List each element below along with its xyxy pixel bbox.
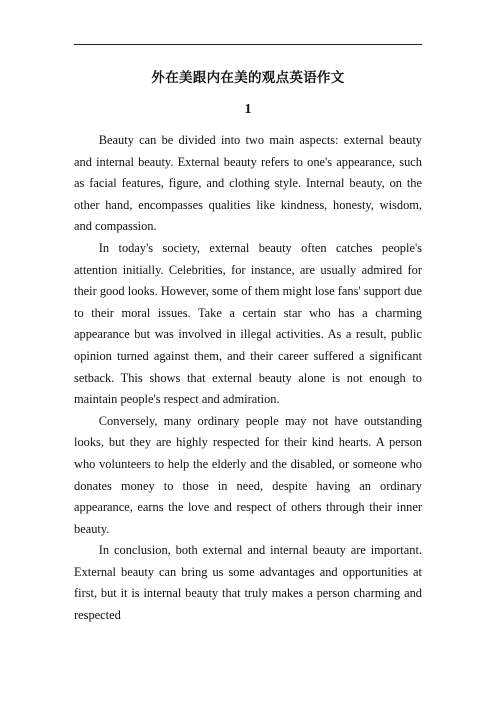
section-number: 1 — [244, 102, 252, 117]
essay-body — [74, 130, 422, 627]
paragraph: In conclusion, both external and internal beauty are important. External beauty can bring us some advantages and opportunities at first, but it is internal beauty that truly makes a person charming and respected — [74, 543, 422, 623]
paragraph: In today's society, external beauty often catches people's attention initially. Celebrities, for instance, are usually admired for their good looks. However, some of them might lose fans' support due to their moral issues. Take a certain star who has a charming appearance but was involved in illegal activities. As a result, public opinion turned against them, and their career suffered a significant setback. This shows that external beauty alone is not enough to maintain people's respect and admiration. — [74, 240, 422, 407]
document-title: 外在美跟内在美的观点英语作文 — [151, 70, 345, 86]
paragraph: Conversely, many ordinary people may not have outstanding looks, but they are highly respected for their kind hearts. A person who volunteers to help the elderly and the disabled, or someone who donates money to those in need, despite having an ordinary appearance, earns the love and respect of others through their inner beauty. — [74, 413, 422, 536]
paragraph: Beauty can be divided into two main aspects: external beauty and internal beauty. External beauty refers to one's appearance, such as facial features, figure, and clothing style. Internal beauty, on the other hand, encompasses qualities like kindness, honesty, wisdom, and compassion. — [74, 133, 422, 234]
header-rule — [74, 44, 422, 45]
